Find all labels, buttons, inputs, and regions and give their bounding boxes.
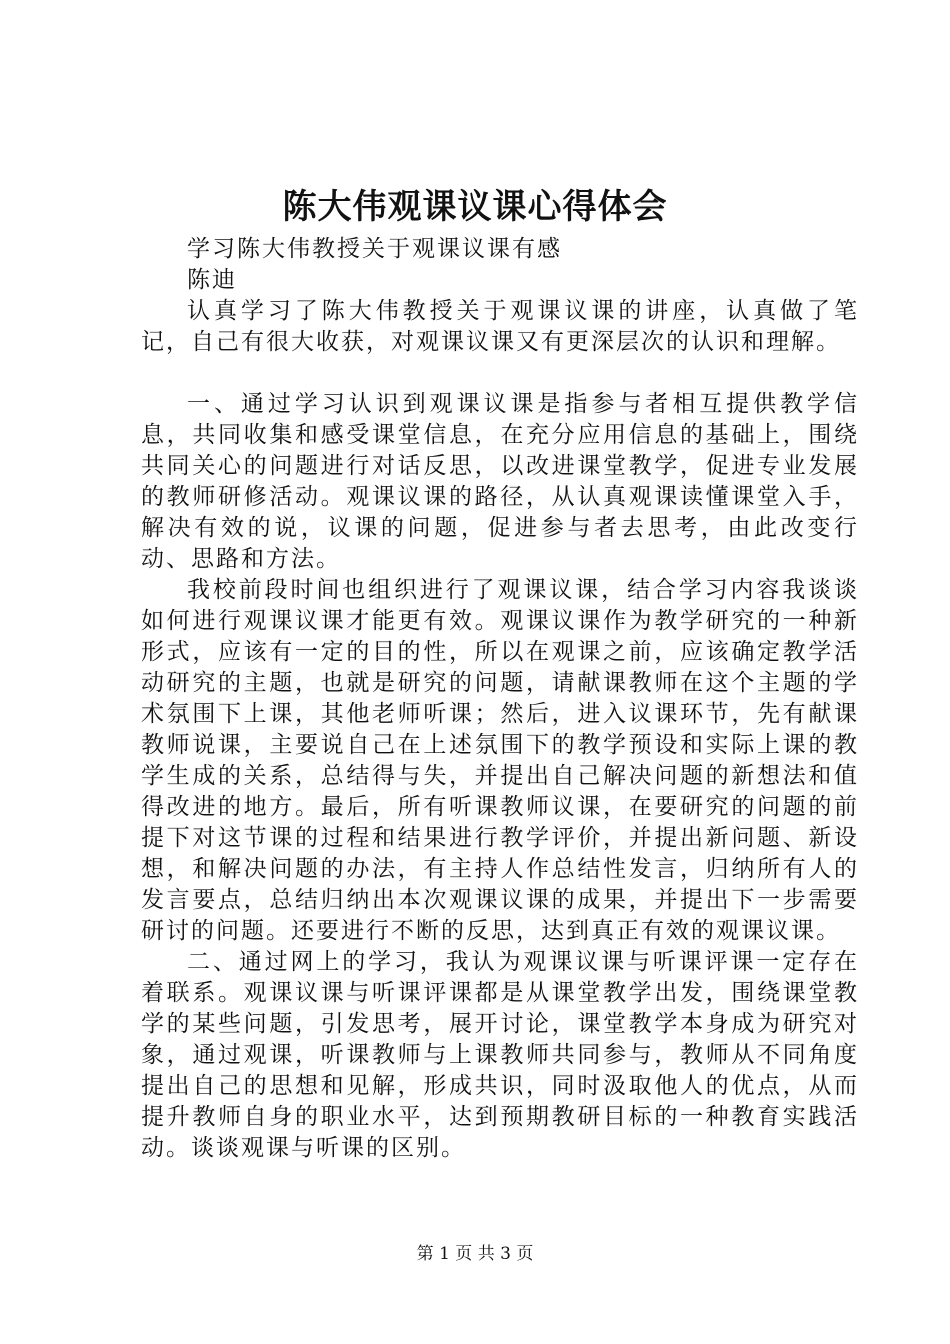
document-title: 陈大伟观课议课心得体会	[282, 187, 668, 227]
intro-paragraph: 认真学习了陈大伟教授关于观课议课的讲座，认真做了笔记，自己有很大收获，对观课议课又有更深层次的认识和理解。	[141, 298, 859, 355]
page-footer: 第 1 页 共 3 页	[416, 1244, 534, 1264]
document-body	[141, 234, 859, 1164]
author-paragraph: 陈迪	[187, 267, 237, 293]
section-two-paragraph: 二、通过网上的学习，我认为观课议课与听课评课一定存在着联系。观课议课与听课评课都是从课堂教学出发，围绕课堂教学的某些问题，引发思考，展开讨论，课堂教学本身成为研究对象，通过观课，听课教师与上课教师共同参与，教师从不同角度提出自己的思想和见解，形成共识，同时汲取他人的优点，从而提升教师自身的职业水平，达到预期教研目标的一种教育实践活动。谈谈观课与听课的区别。	[141, 949, 859, 1161]
subtitle-paragraph: 学习陈大伟教授关于观课议课有感	[187, 236, 562, 262]
school-practice-paragraph: 我校前段时间也组织进行了观课议课，结合学习内容我谈谈如何进行观课议课才能更有效。观课议课作为教学研究的一种新形式，应该有一定的目的性，所以在观课之前，应该确定教学活动研究的主题，也就是研究的问题，请献课教师在这个主题的学术氛围下上课，其他老师听课；然后，进入议课环节，先有献课教师说课，主要说自己在上述氛围下的教学预设和实际上课的教学生成的关系，总结得与失，并提出自己解决问题的新想法和值得改进的地方。最后，所有听课教师议课，在要研究的问题的前提下对这节课的过程和结果进行教学评价，并提出新问题、新设想，和解决问题的办法，有主持人作总结性发言，归纳所有人的发言要点，总结归纳出本次观课议课的成果，并提出下一步需要研讨的问题。还要进行不断的反思，达到真正有效的观课议课。	[141, 577, 859, 944]
section-one-paragraph: 一、通过学习认识到观课议课是指参与者相互提供教学信息，共同收集和感受课堂信息，在充分应用信息的基础上，围绕共同关心的问题进行对话反思，以改进课堂教学，促进专业发展的教师研修活动。观课议课的路径，从认真观课读懂课堂入手，解决有效的说，议课的问题，促进参与者去思考，由此改变行动、思路和方法。	[141, 391, 859, 572]
